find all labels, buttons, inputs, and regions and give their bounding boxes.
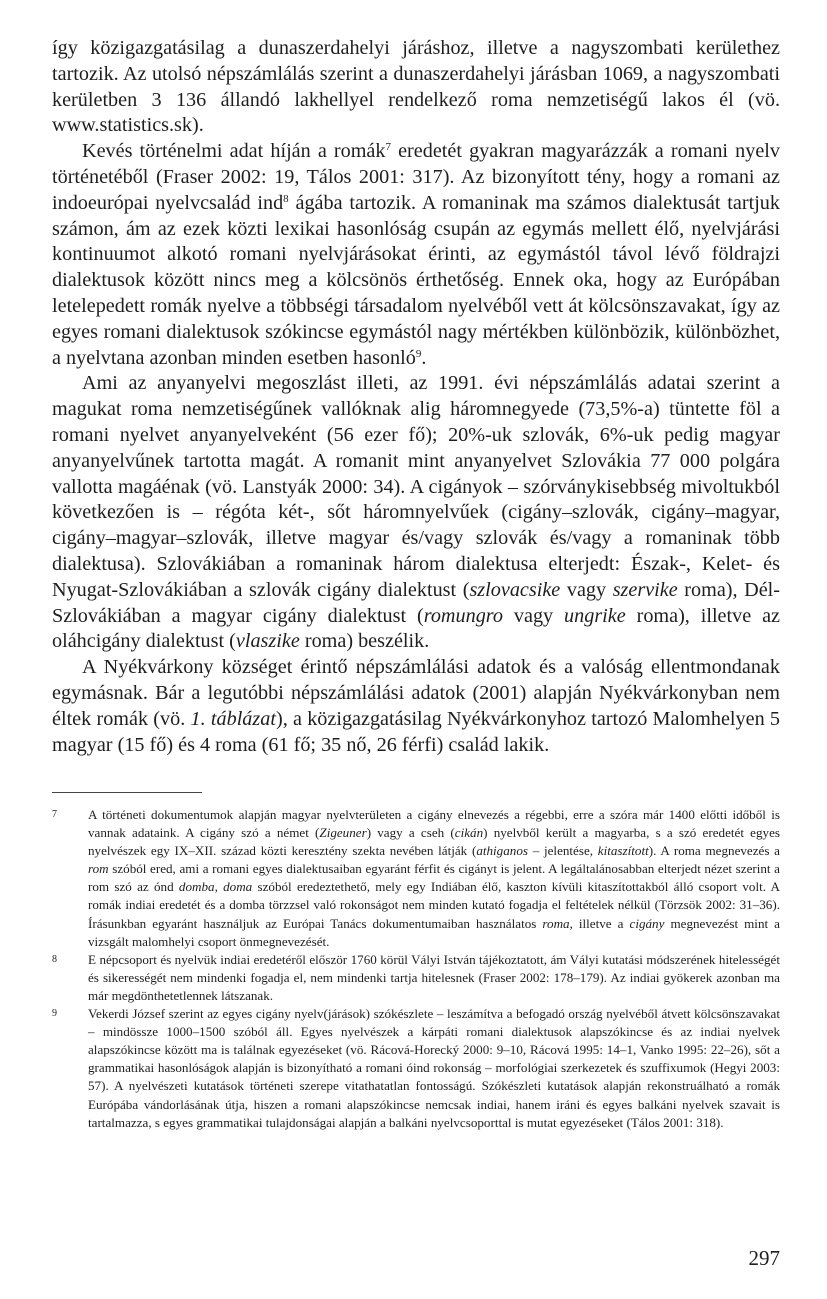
text-run: Vekerdi József szerint az egyes cigány nyelv(járások) szókészlete – leszámítva a befogadó ország nyelvéből átvett kölcsönszavakat – mindössze 1000–1500 szóból áll. Egyes nyelvészek a kárpáti romani dialektusok alapszókincse és az indiai nyelvek alapszókincse között ma is találnak egyezéseket (vö. Rácová-Horecký 2000: 9–10, Rácová 1995: 14–1, Vanko 1995: 22–26), sőt a grammatikai hasonlóságok alapján is bizonyítható a romani óind rokonság – morfológiai szerkezetek és szuffixumok (Hegyi 2003: 57). A nyelvészeti kutatások történeti szerepe vitathatatlan fontosságú. Szókészleti kutatások alapján rekonstruálható a romák Európába vándorlásának útja, hiszen a romani alapszókincse nemcsak indiai, hanem iráni és egyes balkáni nyelvek szavait is tartalmazza, s egyes grammatikai tulajdonságai alapján a balkáni nyelvcsoporttal is mutat egyezéseket (Tálos 2001: 318). (88, 1006, 780, 1130)
footnote-reference: 9 (415, 347, 422, 360)
text-run: A történeti dokumentumok alapján magyar nyelvterületen a cigány elnevezés a régebbi, erre a szóra már 1400 előtti időből is vannak adataink. A cigány szó a német ( (88, 807, 780, 841)
footnote-number: 7 (52, 809, 57, 820)
italic-term: domba (178, 879, 215, 895)
footnotes (52, 806, 780, 1132)
italic-term: szlovacsike (469, 578, 561, 601)
text-run: roma), illetve az oláhcigány dialektust ( (52, 604, 780, 653)
text-run: vagy (503, 604, 565, 627)
text-run: ). A roma megnevezés a (648, 843, 780, 859)
footnote-number: 8 (52, 953, 57, 965)
text-run: ) nyelvből került a magyarba, s a szó eredetét egyes nyelvészek egy IX–XII. század közti keresztény szekta nevében látják ( (88, 825, 780, 859)
paragraph (52, 655, 780, 758)
text-run: , (214, 879, 224, 895)
paragraph (52, 36, 780, 139)
paragraph (52, 139, 780, 371)
footnote-reference: 8 (283, 192, 289, 205)
text-run: szóból ered, ami a romani egyes dialektusaiban egyaránt férfit és cigányt is jelent. A legáltalánosabban elterjedt nézet szerint a rom szó az ónd (88, 861, 780, 895)
italic-term: cikán (454, 825, 484, 841)
italic-term: ungrike (564, 604, 626, 627)
footnote-reference: 7 (385, 141, 391, 154)
italic-term: Zigeuner (319, 825, 367, 841)
italic-term: doma (223, 879, 253, 895)
italic-term: kitaszított (597, 843, 649, 859)
italic-term: cigány (629, 915, 665, 931)
italic-term: szervike (612, 578, 678, 601)
text-run: . (421, 346, 427, 369)
text-run: – jelentése, (527, 843, 598, 859)
text-run: A Nyékvárkony községet érintő népszámlálási adatok és a valóság ellentmondanak egymásnak. Bár a legutóbbi népszámlálási adatok (2001) alapján Nyékvárkonyban nem éltek romák (vö. (52, 656, 780, 730)
italic-term: 1. táblázat (190, 707, 276, 730)
italic-term: roma (542, 915, 570, 931)
paragraph (52, 371, 780, 655)
text-run: Ami az anyanyelvi megoszlást illeti, az 1991. évi népszámlálás adatai szerint a magukat roma nemzetiségűnek vallóknak alig háromnegyede (73,5%-a) tüntette föl a romani nyelvet anyanyelveként (56 ezer fő); 20%-uk szlovák, 6%-uk pedig magyar anyanyelvűnek tartotta magát. A romanit mint anyanyelvet Szlovákia 77 000 polgára vallotta magáénak (vö. Lanstyák 2000: 34). A cigányok – szórványkisebbség mivoltukból következően is – régóta két-, sőt háromnyelvűek (cigány–szlovák, cigány–magyar, cigány–magyar–szlovák, illetve magyar és/vagy szlovák és/vagy a romaninak több dialektusa). Szlovákiában a romaninak három dialektusa elterjedt: Észak-, Kelet- és Nyugat-Szlovákiában a szlovák cigány dialektust ( (52, 372, 780, 601)
footnote-separator (52, 792, 202, 793)
italic-term: rom (88, 861, 109, 877)
italic-term: romungro (423, 604, 503, 627)
text-run: E népcsoport és nyelvük indiai eredetéről először 1760 körül Vályi István tájékoztatott, ám Vályi kutatási módszerének hitelességét és sikerességét nem mindenki fogadja el, nem mindenki tartja hitelesnek (Fraser 2002: 178–179). Az indiai gyökerek azonban ma már megdönthetetlennek látszanak. (88, 951, 780, 1003)
footnote (52, 806, 780, 951)
text-run: ) vagy a cseh ( (366, 825, 455, 841)
text-run: ágába tartozik. A romaninak ma számos dialektusát tartjuk számon, ám az ezek közti lexikai hasonlóság csupán az egymás mellett élő, nyelvjárási kontinuumot alkotó romani nyelvjárásokat érinti, az egymástól távol lévő földrajzi dialektusok között nincs meg a kölcsönös érthetőség. Ennek oka, hogy az Európában letelepedett romák nyelve a többségi társadalom nyelvéből vett át kölcsönszavakat, így az egyes romani dialektusok szókincse egymástól nagy mértékben különbözik, különbözhet, a nyelvtana azonban minden esetben hasonló (52, 191, 780, 369)
text-run: megnevezést mint a vizsgált malomhelyi csoport önmegnevezését. (88, 915, 780, 949)
text-run: eredetét gyakran magyarázzák a romani nyelv történetéből (Fraser 2002: 19, Tálos 2001: 317). Az bizonyított tény, hogy a romani az indoeurópai nyelvcsalád ind (52, 140, 780, 214)
footnote-number: 9 (52, 1008, 57, 1020)
text-run: roma), Dél-Szlovákiában a magyar cigány dialektust ( (52, 578, 780, 627)
text-run: szóból eredeztethető, mely egy Indiában élő, kaszton kívüli kitaszítottakból álló csoport volt. A romák indiai eredetét és a domba törzzsel való rokonságot nem minden kutató fogadja el feltételek nélkül (Törzsök 2002: 31–36). Írásunkban egyaránt használjuk az Európai Tanács dokumentumaiban használatos (88, 879, 780, 931)
footnote (52, 951, 780, 1005)
text-run: így közigazgatásilag a dunaszerdahelyi járáshoz, illetve a nagyszombati kerülethez tartozik. Az utolsó népszámlálás szerint a dunaszerdahelyi járásban 1069, a nagyszombati kerületben 3 136 állandó lakhellyel rendelkező roma nemzetiségű lakos él (vö. www.statistics.sk). (52, 37, 780, 137)
text-run: roma) beszélik. (299, 630, 430, 653)
footnote (52, 1005, 780, 1132)
text-run: ), a közigazgatásilag Nyékvárkonyhoz tartozó Malomhelyen 5 magyar (15 fő) és 4 roma (61 fő; 35 nő, 26 férfi) család lakik. (52, 707, 781, 756)
italic-term: vlaszike (235, 630, 300, 653)
text-run: Kevés történelmi adat híján a romák (82, 140, 386, 163)
text-run: vagy (560, 578, 613, 601)
italic-term: athiganos (476, 843, 528, 859)
main-text (52, 36, 780, 758)
page-number: 297 (748, 1246, 780, 1270)
text-run: , illetve a (569, 915, 630, 931)
